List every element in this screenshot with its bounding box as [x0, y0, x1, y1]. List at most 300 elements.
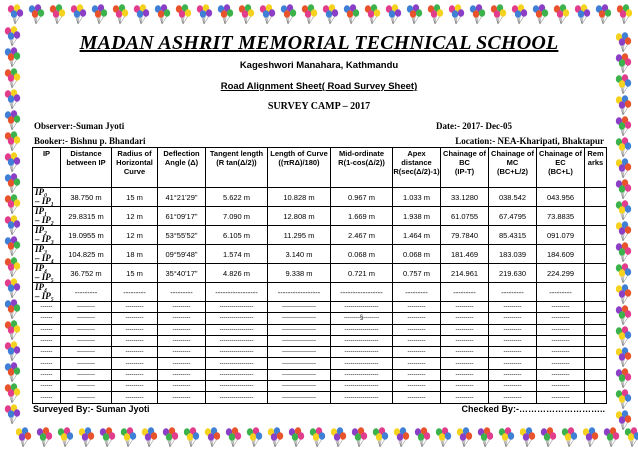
ip-cell [33, 283, 61, 302]
table-cell: ----------------- [206, 347, 268, 358]
booker-label: Booker:- Bishnu p. Bhandari [34, 136, 146, 146]
balloon-bunch-icon [470, 4, 485, 24]
ip-from: IP₃ [35, 244, 48, 254]
column-header-line: between IP [66, 158, 106, 167]
table-cell: ----------------- [268, 283, 331, 302]
table-cell: --------- [158, 358, 206, 369]
table-cell: 36.752 m [61, 264, 112, 283]
balloon-bunch-icon [616, 158, 631, 178]
balloon-bunch-icon [616, 284, 631, 304]
table-cell: ----------------- [206, 324, 268, 335]
table-cell: --------- [537, 381, 585, 392]
balloon-bunch-icon [616, 95, 631, 115]
balloon-bunch-icon [457, 427, 472, 447]
column-header-line: arks [587, 158, 604, 167]
table-cell: --------- [112, 324, 158, 335]
column-header-line: Radius of [117, 149, 152, 158]
table-cell: --------- [112, 302, 158, 313]
table-cell: --------- [112, 381, 158, 392]
column-header [441, 148, 489, 188]
table-cell: --------- [61, 369, 112, 380]
column-header [585, 148, 607, 188]
column-header [393, 148, 441, 188]
balloon-bunch-icon [575, 4, 590, 24]
info-row-2 [30, 136, 608, 146]
table-cell: 12 m [112, 226, 158, 245]
balloon-bunch-icon [616, 242, 631, 262]
table-cell: 0.967 m [331, 188, 393, 207]
table-cell: ----------------- [331, 381, 393, 392]
balloon-bunch-icon [5, 131, 20, 151]
balloon-bunch-icon [205, 427, 220, 447]
balloon-bunch-icon [197, 4, 212, 24]
column-header-line: Distance [70, 149, 102, 158]
balloon-bunch-icon [604, 427, 619, 447]
balloon-bunch-icon [268, 427, 283, 447]
table-cell: --------- [61, 283, 112, 302]
balloon-bunch-icon [616, 347, 631, 367]
table-row [33, 245, 607, 264]
balloon-bunch-icon [71, 4, 86, 24]
table-cell: 15 m [112, 188, 158, 207]
table-cell: 12.808 m [268, 207, 331, 226]
table-cell: 15 m [112, 264, 158, 283]
balloon-bunch-icon [616, 53, 631, 73]
table-cell: 6.105 m [206, 226, 268, 245]
table-cell: 18 m [112, 245, 158, 264]
table-row-empty [33, 392, 607, 403]
balloon-bunch-icon [92, 4, 107, 24]
balloon-bunch-icon [176, 4, 191, 24]
balloon-bunch-icon [121, 427, 136, 447]
table-cell: --------- [393, 358, 441, 369]
column-header-line: MC [506, 158, 519, 167]
balloon-bunch-icon [247, 427, 262, 447]
table-cell: ----------------- [268, 358, 331, 369]
balloon-bunch-icon [5, 152, 20, 172]
balloon-bunch-icon [50, 4, 65, 24]
column-header [489, 148, 537, 188]
column-header [61, 148, 112, 188]
table-cell: --------- [112, 392, 158, 403]
column-header-line: Rem [587, 149, 604, 158]
table-cell: --------- [61, 358, 112, 369]
table-cell: --------- [112, 369, 158, 380]
balloon-bunch-icon [5, 110, 20, 130]
balloon-bunch-icon [310, 427, 325, 447]
page-title: MADAN ASHRIT MEMORIAL TECHNICAL SCHOOL [79, 32, 559, 54]
balloon-bunch-icon [616, 389, 631, 409]
balloon-bunch-icon [5, 362, 20, 382]
balloon-bunch-icon [415, 427, 430, 447]
table-cell: --------- [489, 347, 537, 358]
table-cell: --------- [441, 283, 489, 302]
table-cell: ----------------- [331, 358, 393, 369]
table-cell: ------ [33, 313, 61, 324]
ip-to: – IP₅ [35, 272, 54, 282]
balloon-bunch-icon [491, 4, 506, 24]
balloon-bunch-icon [5, 404, 20, 424]
balloon-bunch-icon [331, 427, 346, 447]
table-cell: --------- [489, 313, 537, 324]
balloon-bunch-icon [616, 200, 631, 220]
table-cell: 0.068 m [393, 245, 441, 264]
campus-address: Kageshwori Manahara, Kathmandu [239, 60, 399, 71]
column-header [537, 148, 585, 188]
table-cell: --------- [158, 369, 206, 380]
column-header-line: Angle (Δ) [164, 158, 199, 167]
table-cell: 219.630 [489, 264, 537, 283]
table-cell: --------- [61, 313, 112, 324]
balloon-bunch-icon [113, 4, 128, 24]
table-cell [585, 358, 607, 369]
table-cell: ------ [33, 392, 61, 403]
location-label: Location:- NEA-Kharipati, Bhaktapur [455, 136, 604, 146]
ip-cell [33, 188, 61, 207]
column-header-line: IP [42, 149, 51, 158]
table-cell: --------- [537, 302, 585, 313]
table-cell: --------- [112, 313, 158, 324]
balloon-bunch-icon [29, 4, 44, 24]
table-cell: ----------------- [206, 381, 268, 392]
table-cell: 7.090 m [206, 207, 268, 226]
table-cell: --------- [158, 392, 206, 403]
balloon-bunch-icon [365, 4, 380, 24]
table-cell [585, 283, 607, 302]
balloon-bunch-icon [616, 32, 631, 52]
column-header-line: Deflection [163, 149, 200, 158]
table-cell: 181.469 [441, 245, 489, 264]
table-cell: --------- [112, 358, 158, 369]
table-cell: --------- [158, 283, 206, 302]
table-cell: ----------------- [268, 324, 331, 335]
table-cell: 33.1280 [441, 188, 489, 207]
balloon-bunch-icon [163, 427, 178, 447]
balloon-bunch-icon [239, 4, 254, 24]
table-cell: 19.0955 m [61, 226, 112, 245]
balloon-bunch-icon [142, 427, 157, 447]
ip-to: – IP₄ [35, 253, 54, 263]
table-cell: ------ [33, 324, 61, 335]
table-cell: --------- [61, 335, 112, 346]
balloon-bunch-icon [5, 299, 20, 319]
ip-cell [33, 264, 61, 283]
camp-title: SURVEY CAMP – 2017 [267, 101, 371, 112]
table-cell: ----------------- [331, 335, 393, 346]
balloon-bunch-icon [520, 427, 535, 447]
balloon-bunch-icon [5, 341, 20, 361]
balloon-bunch-icon [281, 4, 296, 24]
table-cell [585, 381, 607, 392]
column-header-line: (R tan(Δ/2)) [216, 158, 257, 167]
table-cell: --------- [61, 302, 112, 313]
table-cell: 53°55ʹ52ʺ [158, 226, 206, 245]
table-cell: ------ [33, 335, 61, 346]
table-cell: --------- [537, 392, 585, 403]
table-cell [585, 245, 607, 264]
column-header-line: BC [459, 158, 470, 167]
table-cell: 09°59ʹ48ʺ [158, 245, 206, 264]
table-cell [585, 207, 607, 226]
table-body [33, 188, 607, 404]
ip-to: – IP₅ [35, 291, 54, 301]
table-cell: --------- [489, 381, 537, 392]
table-cell: --------- [537, 347, 585, 358]
table-cell: --------- [393, 302, 441, 313]
balloon-bunch-icon [478, 427, 493, 447]
table-cell: 1.574 m [206, 245, 268, 264]
table-cell: 224.299 [537, 264, 585, 283]
table-cell: --------- [158, 313, 206, 324]
table-cell: 043.956 [537, 188, 585, 207]
column-header-line: Length of Curve [270, 149, 328, 158]
ip-from: IP₄ [35, 282, 48, 292]
table-cell: --------- [489, 392, 537, 403]
table-cell: ----------------- [331, 369, 393, 380]
ip-cell [33, 226, 61, 245]
balloon-bunch-icon [449, 4, 464, 24]
table-cell: --------- [158, 324, 206, 335]
table-cell: --------- [441, 302, 489, 313]
balloon-bunch-icon [58, 427, 73, 447]
column-header-line: Chainage of [539, 149, 582, 158]
ip-from: IP₀ [35, 187, 48, 197]
table-cell: --------- [441, 313, 489, 324]
table-cell: ----------------- [268, 335, 331, 346]
table-cell: ------ [33, 302, 61, 313]
table-cell: 104.825 m [61, 245, 112, 264]
table-cell: 67.4795 [489, 207, 537, 226]
table-cell: --------- [537, 324, 585, 335]
balloon-bunch-icon [8, 4, 23, 24]
balloon-bunch-icon [394, 427, 409, 447]
ip-to: – IP₁ [35, 196, 54, 206]
balloon-bunch-icon [344, 4, 359, 24]
table-cell: ----------------- [206, 358, 268, 369]
table-header-row [33, 148, 607, 188]
balloon-bunch-icon [616, 305, 631, 325]
balloon-bunch-icon [541, 427, 556, 447]
column-header-line: Chainage of [443, 149, 486, 158]
column-header-line: Tangent length [209, 149, 264, 158]
balloon-bunch-icon [616, 221, 631, 241]
column-header-line: Chainage of [491, 149, 534, 158]
table-row-empty [33, 335, 607, 346]
balloon-bunch-icon [616, 410, 631, 430]
table-cell [585, 335, 607, 346]
table-cell: ----------------- [206, 392, 268, 403]
table-cell: --------- [158, 302, 206, 313]
table-cell: 3.140 m [268, 245, 331, 264]
balloon-bunch-icon [562, 427, 577, 447]
table-cell: --------- [441, 381, 489, 392]
table-cell: ------ [33, 358, 61, 369]
table-cell [585, 392, 607, 403]
balloon-bunch-icon [302, 4, 317, 24]
table-cell: ----------------- [268, 381, 331, 392]
table-row [33, 264, 607, 283]
column-header-line: R(1-cos(Δ/2)) [338, 158, 385, 167]
balloon-bunch-icon [289, 427, 304, 447]
table-cell: 1.033 m [393, 188, 441, 207]
table-cell: 29.8315 m [61, 207, 112, 226]
balloon-bunch-icon [5, 47, 20, 67]
table-cell: ----------------- [331, 283, 393, 302]
table-cell: --------- [61, 324, 112, 335]
balloon-bunch-icon [5, 278, 20, 298]
table-cell: ----------------- [206, 313, 268, 324]
table-cell: 38.750 m [61, 188, 112, 207]
table-cell: ------ [33, 381, 61, 392]
table-row [33, 226, 607, 245]
column-header [112, 148, 158, 188]
table-cell: 1.669 m [331, 207, 393, 226]
table-cell: 1.938 m [393, 207, 441, 226]
table-cell: ----------------- [268, 369, 331, 380]
balloon-bunch-icon [226, 427, 241, 447]
table-cell: --------- [489, 302, 537, 313]
table-cell: 1.464 m [393, 226, 441, 245]
balloon-bunch-icon [5, 215, 20, 235]
table-cell: --------- [158, 335, 206, 346]
table-cell: --------- [441, 347, 489, 358]
balloon-bunch-icon [260, 4, 275, 24]
table-cell: 79.7840 [441, 226, 489, 245]
table-cell: 61°09ʹ17ʺ [158, 207, 206, 226]
table-cell: 214.961 [441, 264, 489, 283]
table-cell: --------- [393, 369, 441, 380]
column-header-line: (IP-T) [454, 167, 475, 176]
date-label: Date:- 2017- Dec-05 [436, 121, 512, 131]
table-cell: 12 m [112, 207, 158, 226]
surveyed-by-label: Surveyed By:- Suman Jyoti [33, 403, 150, 414]
table-cell: --------- [61, 381, 112, 392]
balloon-bunch-icon [5, 194, 20, 214]
column-header-line: Curve [123, 167, 146, 176]
table-row-empty [33, 369, 607, 380]
table-cell: --------- [393, 381, 441, 392]
observer-label: Observer:-Suman Jyoti [34, 121, 125, 131]
table-cell: --------- [112, 335, 158, 346]
balloon-bunch-icon [616, 74, 631, 94]
balloon-bunch-icon [100, 427, 115, 447]
table-cell: 2.467 m [331, 226, 393, 245]
balloon-bunch-icon [5, 383, 20, 403]
balloon-bunch-icon [155, 4, 170, 24]
table-row-empty [33, 358, 607, 369]
table-cell [585, 188, 607, 207]
column-header-line: (BC+L) [548, 167, 573, 176]
table-cell: 183.039 [489, 245, 537, 264]
table-cell: --------- [537, 369, 585, 380]
balloon-bunch-icon [428, 4, 443, 24]
balloon-bunch-icon [616, 368, 631, 388]
table-cell: --------- [393, 347, 441, 358]
table-cell: 4.826 m [206, 264, 268, 283]
ip-from: IP₁ [35, 206, 48, 216]
balloon-bunch-icon [625, 427, 638, 447]
table-cell: 0.757 m [393, 264, 441, 283]
table-cell: ----------------- [268, 347, 331, 358]
table-cell: --------- [441, 358, 489, 369]
column-header [331, 148, 393, 188]
table-cell: 0.721 m [331, 264, 393, 283]
balloon-bunch-icon [5, 320, 20, 340]
balloon-bunch-icon [616, 326, 631, 346]
balloon-bunch-icon [5, 68, 20, 88]
table-cell: --------- [537, 335, 585, 346]
ip-from: IP₂ [35, 225, 48, 235]
column-header-line: Mid-ordinate [339, 149, 384, 158]
table-cell: 091.079 [537, 226, 585, 245]
table-cell: ----------------- [206, 283, 268, 302]
table-cell [585, 226, 607, 245]
table-cell: --------- [61, 392, 112, 403]
column-header-line: Horizontal [116, 158, 153, 167]
column-header-line: EC [555, 158, 566, 167]
table-cell [585, 347, 607, 358]
column-header [158, 148, 206, 188]
table-cell [585, 369, 607, 380]
table-row-empty [33, 347, 607, 358]
table-row-empty [33, 324, 607, 335]
column-header-line: R(sec(Δ/2)-1) [393, 167, 440, 176]
balloon-bunch-icon [533, 4, 548, 24]
table-cell: 35°40ʹ17ʺ [158, 264, 206, 283]
column-header [206, 148, 268, 188]
table-cell [585, 313, 607, 324]
table-cell: ----------------- [268, 313, 331, 324]
table-cell: 41°21ʹ29ʺ [158, 188, 206, 207]
ip-cell [33, 245, 61, 264]
table-row-empty [33, 302, 607, 313]
table-cell [585, 264, 607, 283]
ip-cell [33, 207, 61, 226]
table-cell: --------- [393, 324, 441, 335]
table-cell: 73.8835 [537, 207, 585, 226]
table-cell: --------- [112, 347, 158, 358]
table-cell: 0.068 m [331, 245, 393, 264]
balloon-bunch-icon [134, 4, 149, 24]
alignment-table [32, 147, 607, 404]
table-row-empty [33, 313, 607, 324]
table-cell: ----------------- [206, 369, 268, 380]
table-row [33, 207, 607, 226]
table-cell: 5.622 m [206, 188, 268, 207]
table-cell: --------- [537, 283, 585, 302]
table-cell: ----------------- [206, 335, 268, 346]
balloon-bunch-icon [407, 4, 422, 24]
balloon-bunch-icon [616, 179, 631, 199]
table-cell: ------ [33, 347, 61, 358]
table-cell: ------ [33, 369, 61, 380]
table-cell: 9.338 m [268, 264, 331, 283]
table-cell: --------§-------- [331, 313, 393, 324]
table-cell: --------- [61, 347, 112, 358]
table-cell: ----------------- [331, 347, 393, 358]
balloon-bunch-icon [616, 116, 631, 136]
table-row [33, 283, 607, 302]
balloon-bunch-icon [386, 4, 401, 24]
table-cell [585, 302, 607, 313]
survey-sheet [30, 27, 608, 427]
balloon-bunch-icon [79, 427, 94, 447]
balloon-bunch-icon [616, 137, 631, 157]
table-cell: --------- [158, 381, 206, 392]
table-cell: 10.828 m [268, 188, 331, 207]
table-cell: --------- [158, 347, 206, 358]
table-cell: --------- [441, 392, 489, 403]
